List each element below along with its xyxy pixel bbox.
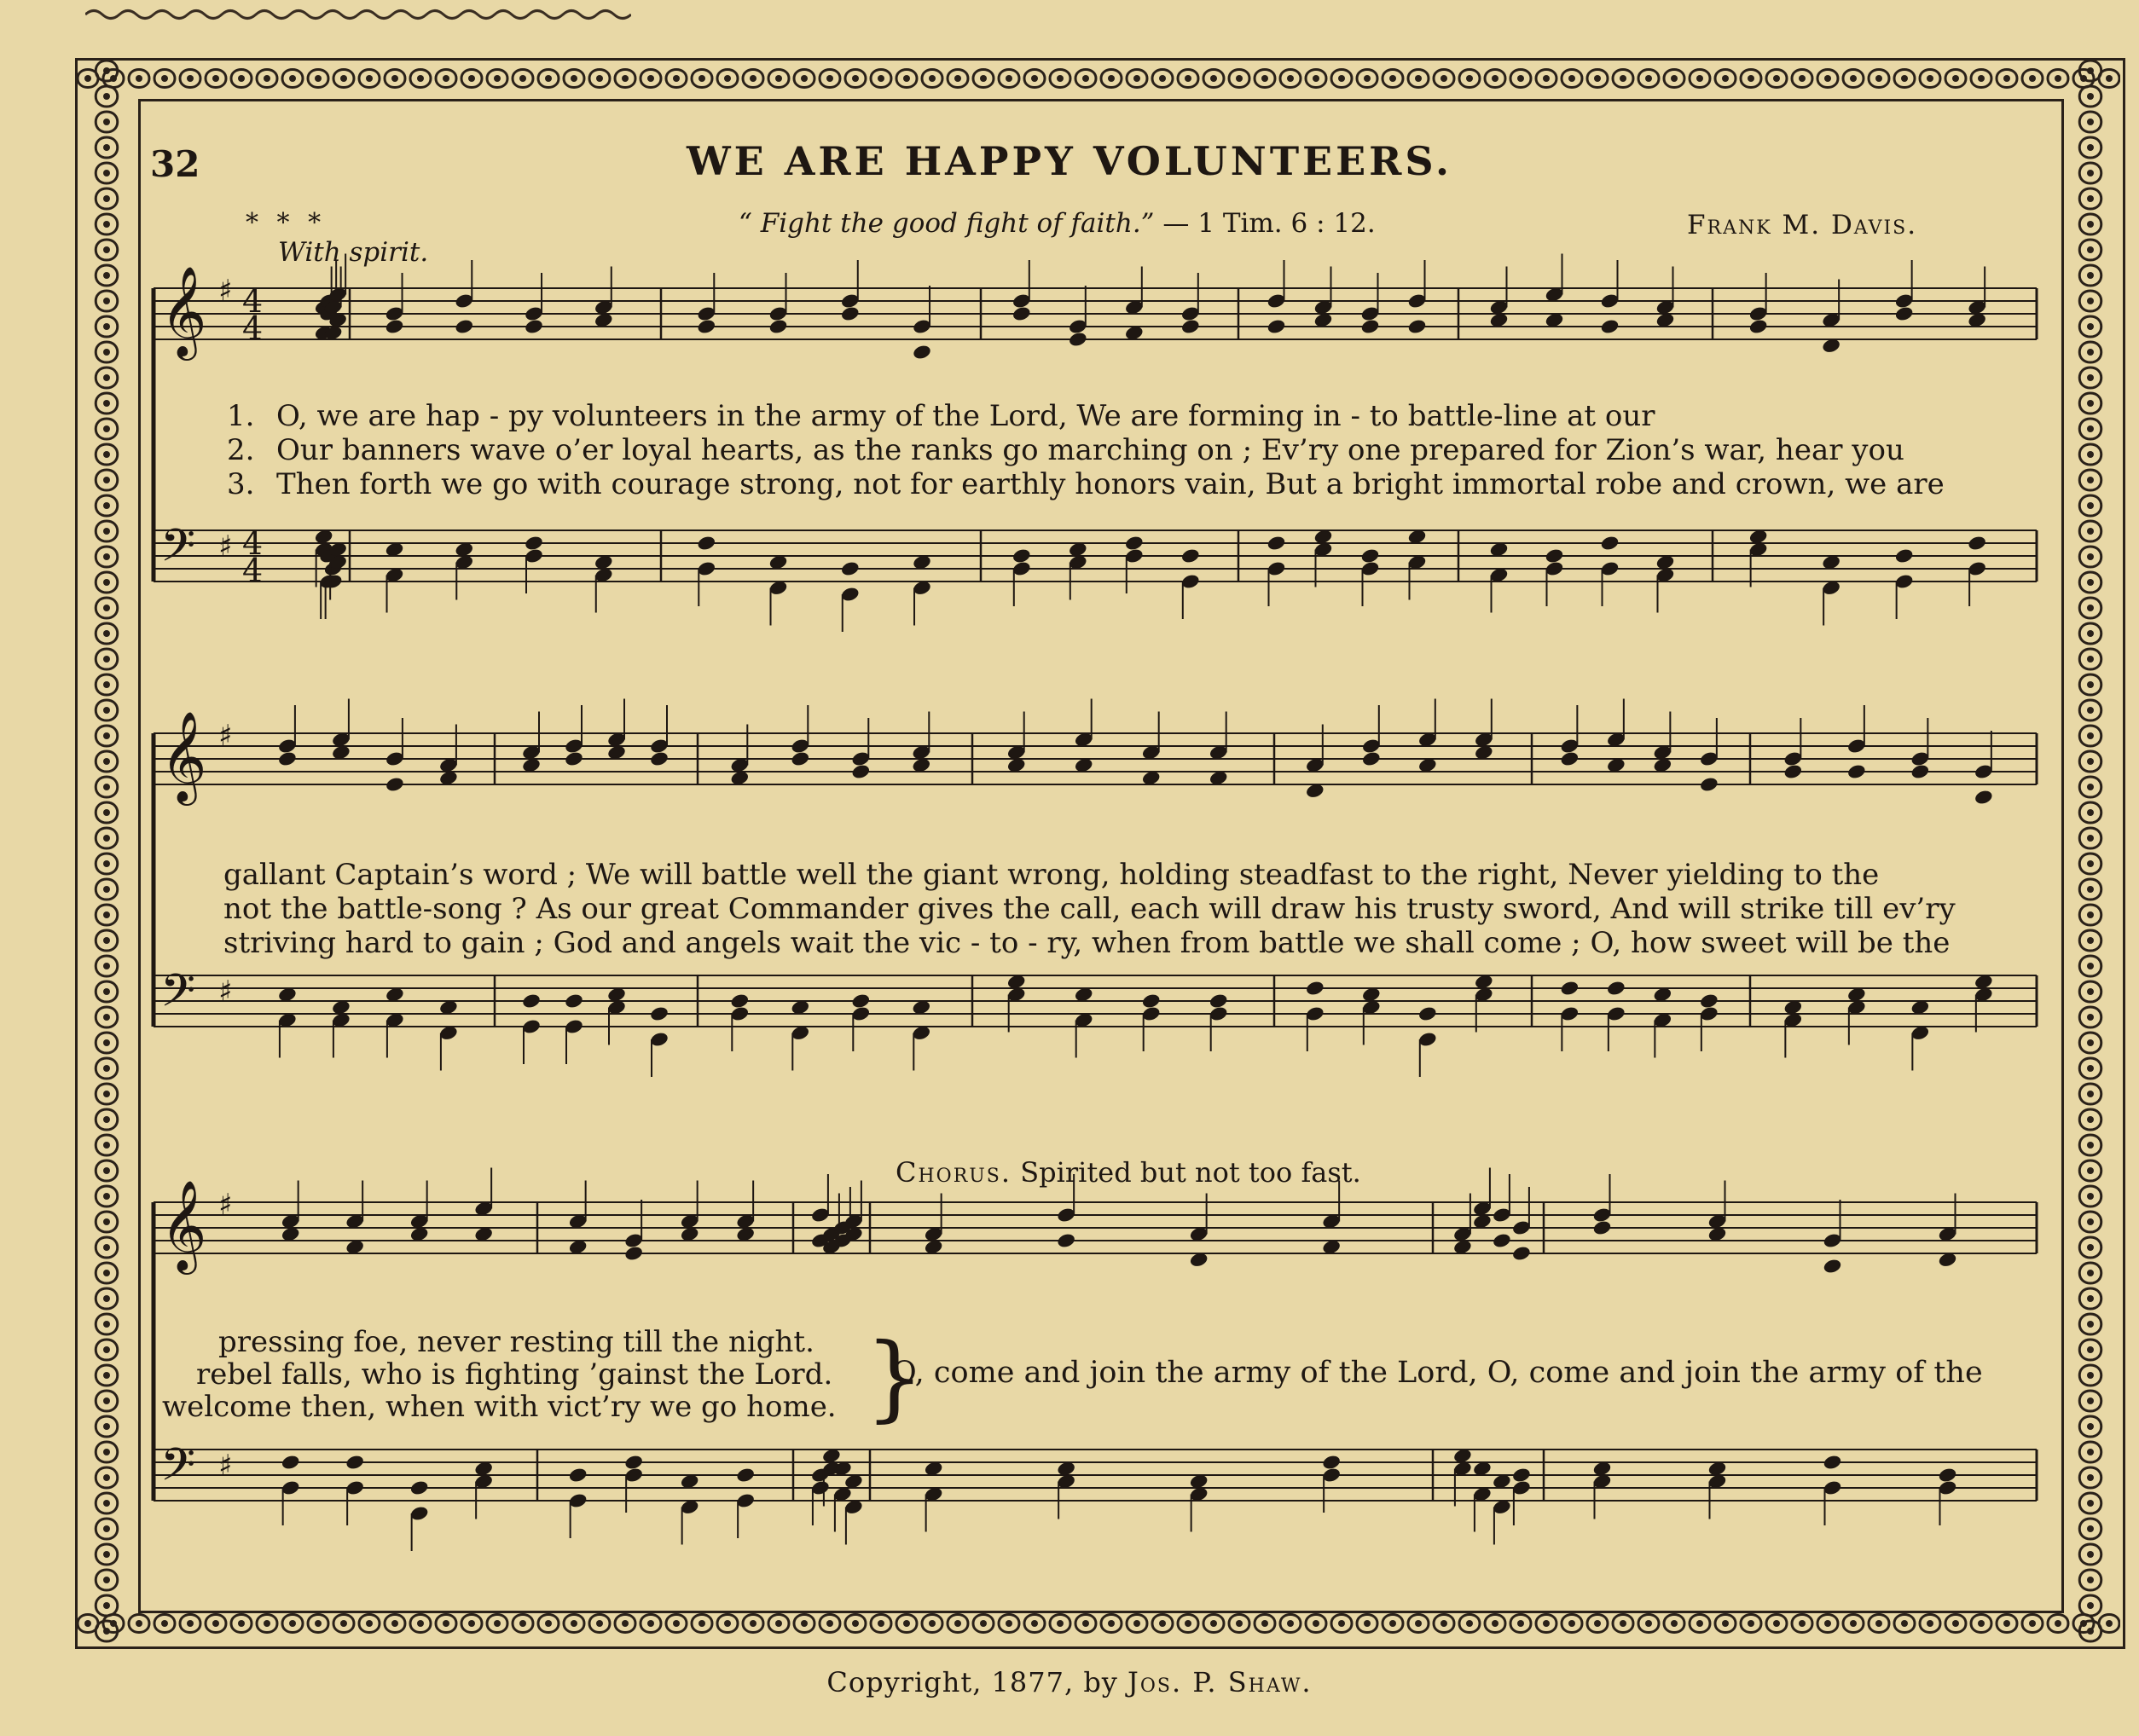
note-head [1699, 776, 1719, 793]
copyright-notice [0, 1666, 2139, 1698]
note-head [277, 750, 298, 767]
note-head [1699, 992, 1719, 1010]
key-signature-sharp: ♯ [218, 1188, 233, 1222]
treble-clef: 𝄞 [160, 710, 207, 801]
note-head [1124, 535, 1145, 552]
verse-number: 1. [227, 399, 255, 433]
note-head [696, 318, 716, 335]
verse-1-line-1 [227, 399, 1655, 433]
lyric-text: Then forth we go with courage strong, not for earthly honors vain, But a bright immortal robe and crown, we are [276, 467, 1945, 501]
note-head [1012, 305, 1032, 322]
note-head [912, 344, 932, 361]
scripture-reference: — 1 Tim. 6 : 12. [1162, 208, 1376, 239]
note-head [409, 1479, 430, 1496]
note-head [1511, 1467, 1532, 1484]
note-head [1360, 318, 1381, 335]
verse-1-line-3: pressing foe, never resting till the night. [218, 1325, 814, 1359]
tempo-marking: With spirit. [278, 237, 429, 268]
note-head [564, 992, 584, 1010]
note-head [840, 305, 861, 322]
note-head [1600, 535, 1620, 552]
note-head [1600, 318, 1620, 335]
note-head [735, 1467, 756, 1484]
note-head [1823, 1258, 1843, 1275]
key-signature-sharp: ♯ [218, 529, 233, 564]
bass-clef: 𝄢 [160, 520, 196, 583]
verse-number: 2. [227, 433, 255, 467]
note-head [851, 763, 872, 780]
time-signature-bottom: 4 [242, 552, 264, 589]
note-head [768, 318, 789, 335]
note-head [730, 992, 751, 1010]
verse-2-line-2: not the battle-song ? As our great Commander gives the call, each will draw his trusty sword, And will strike till ev’ry [223, 892, 1956, 926]
note-head [1910, 763, 1931, 780]
note-head [385, 776, 405, 793]
page-number: 32 [150, 143, 200, 185]
key-signature-sharp: ♯ [218, 274, 233, 308]
note-head [649, 1005, 670, 1022]
note-head [1894, 305, 1915, 322]
note-head [385, 318, 405, 335]
verse-1-line-2: gallant Captain’s word ; We will battle well the giant wrong, holding steadfast to the right, Never yielding to the [223, 858, 1880, 892]
note-head [1748, 318, 1769, 335]
note-head [564, 750, 584, 767]
note-head [1974, 789, 1994, 806]
note-head [1560, 980, 1580, 997]
note-head [1938, 1467, 1958, 1484]
note-head [524, 318, 544, 335]
note-head [791, 750, 811, 767]
note-head [1417, 1005, 1438, 1022]
verse-3-line-1 [227, 467, 1945, 501]
note-head [623, 1454, 644, 1471]
note-head [1267, 535, 1287, 552]
note-head [1492, 1232, 1512, 1249]
note-head [1560, 750, 1580, 767]
verse-2-line-3: rebel falls, who is fighting ’gainst the Lord. [196, 1357, 833, 1392]
note-head [1511, 1245, 1532, 1262]
note-head [1209, 992, 1229, 1010]
note-head [1321, 1454, 1342, 1471]
copyright-prefix: Copyright, 1877, by [826, 1666, 1118, 1698]
note-head [1967, 535, 1987, 552]
note-head [1606, 980, 1626, 997]
note-head [1783, 763, 1804, 780]
note-head [696, 535, 716, 552]
key-signature-sharp: ♯ [218, 1449, 233, 1483]
verse-brace: } [865, 1322, 925, 1432]
key-signature-sharp: ♯ [218, 975, 233, 1009]
note-head [1823, 1454, 1843, 1471]
verse-3-line-3: welcome then, when with vict’ry we go home. [162, 1390, 837, 1424]
note-head [1012, 547, 1032, 564]
verse-number: 3. [227, 467, 255, 501]
chorus-heading: Chorus. [896, 1156, 1012, 1189]
note-head [1068, 331, 1088, 348]
verse-3-line-2: striving hard to gain ; God and angels wait the vic - to - ry, when from battle we shall come ; O, how sweet will be the [223, 926, 1951, 960]
hymn-title: WE ARE HAPPY VOLUNTEERS. [686, 138, 1453, 184]
note-head [1141, 992, 1162, 1010]
note-head [851, 992, 872, 1010]
treble-clef: 𝄞 [160, 265, 207, 356]
note-head [1361, 750, 1382, 767]
scripture-quote-text: “ Fight the good fight of faith.” [739, 208, 1155, 239]
note-head [1846, 763, 1867, 780]
note-head [1545, 547, 1565, 564]
note-head [649, 750, 670, 767]
bass-clef: 𝄢 [160, 1439, 196, 1502]
lyric-text: O, we are hap - py volunteers in the army of the Lord, We are forming in - to battle-line at our [276, 399, 1655, 433]
note-head [568, 1467, 588, 1484]
note-head [521, 992, 542, 1010]
note-head [345, 1454, 365, 1471]
note-head [1180, 547, 1201, 564]
note-head [1180, 318, 1201, 335]
chorus-direction: Spirited but not too fast. [1020, 1156, 1361, 1189]
note-head [1592, 1219, 1613, 1236]
time-signature-top: 4 [242, 282, 264, 320]
lyric-text: Our banners wave o’er loyal hearts, as the ranks go marching on ; Ev’ry one prepared for Zion’s war, hear you [276, 433, 1904, 467]
key-signature-sharp: ♯ [218, 719, 233, 753]
treble-clef: 𝄞 [160, 1179, 207, 1270]
note-head [1894, 547, 1915, 564]
bass-clef: 𝄢 [160, 965, 196, 1028]
note-head [1407, 318, 1428, 335]
composer-credit: Frank M. Davis. [1687, 210, 1918, 240]
note-head [454, 318, 474, 335]
ornament-stars: * * * [246, 208, 327, 238]
time-signature-bottom: 4 [242, 310, 264, 347]
note-head [1267, 318, 1287, 335]
note-head [1056, 1232, 1076, 1249]
note-head [840, 560, 861, 577]
note-head [623, 1245, 644, 1262]
note-head [281, 1454, 301, 1471]
note-head [1305, 980, 1325, 997]
verse-2-line-1 [227, 433, 1904, 467]
note-head [524, 535, 544, 552]
time-signature-top: 4 [242, 524, 264, 562]
chorus-label [896, 1156, 1361, 1189]
copyright-holder: Jos. P. Shaw. [1127, 1666, 1313, 1698]
note-head [1360, 547, 1381, 564]
chorus-lyric: O, come and join the army of the Lord, O, come and join the army of the [892, 1356, 1983, 1390]
